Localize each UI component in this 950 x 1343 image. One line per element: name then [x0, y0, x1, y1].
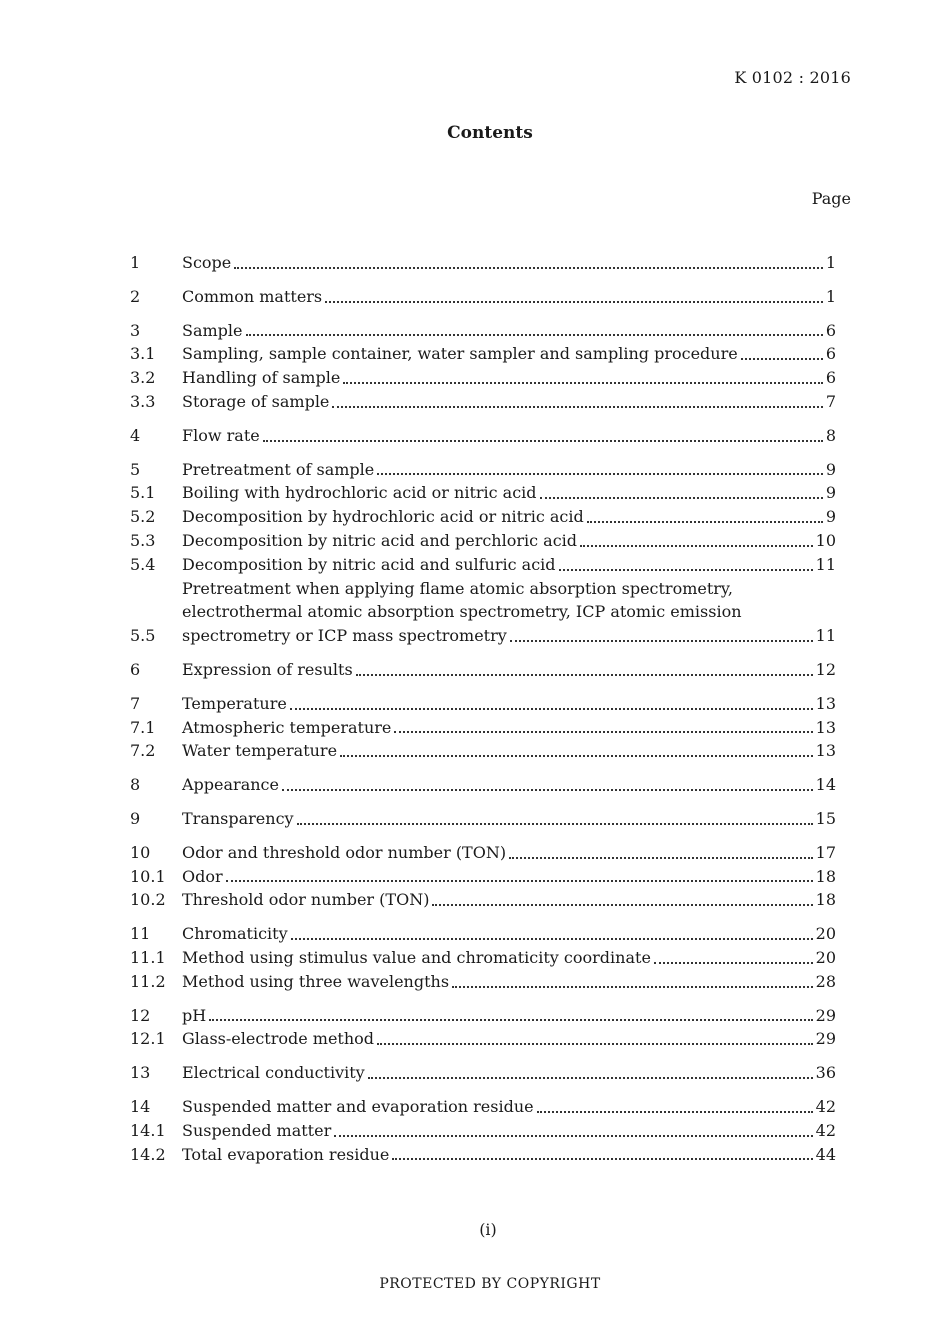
- toc-entry-number: 3.1: [130, 344, 156, 364]
- toc-dot-leader: [263, 440, 823, 442]
- toc-entry-title: Suspended matter and evaporation residue: [182, 1096, 534, 1116]
- toc-entry[interactable]: [130, 458, 836, 482]
- toc-entry-number: 10: [130, 842, 151, 862]
- toc-entry-page: 18: [815, 866, 836, 886]
- toc-entry-page: 13: [815, 741, 836, 761]
- toc-entry-number: 8: [130, 775, 141, 795]
- page-title: Contents: [447, 123, 533, 143]
- toc-entry[interactable]: [130, 922, 836, 946]
- toc-dot-leader: [368, 1077, 813, 1079]
- toc-entry[interactable]: [130, 841, 836, 865]
- toc-entry-page: 1: [825, 286, 836, 306]
- toc-dot-leader: [509, 857, 813, 859]
- toc-dot-leader: [291, 938, 813, 940]
- toc-dot-leader: [246, 334, 823, 336]
- toc-entry-page: 13: [815, 717, 836, 737]
- toc-dot-leader: [282, 789, 813, 791]
- toc-entry-page: 10: [815, 530, 836, 550]
- toc-entry[interactable]: [130, 807, 836, 831]
- toc-dot-leader: [209, 1019, 812, 1021]
- toc-entry-title: Transparency: [182, 808, 294, 828]
- toc-entry-title: Sample: [182, 320, 243, 340]
- toc-section-group: [130, 1095, 836, 1166]
- toc-entry-number: 7.1: [130, 717, 156, 737]
- toc-entry-title: Decomposition by nitric acid and perchloric acid: [182, 530, 578, 550]
- toc-entry[interactable]: [130, 773, 836, 797]
- toc-entry-number: 2: [130, 286, 141, 306]
- toc-entry-page: 7: [825, 391, 836, 411]
- toc-entry-title: Appearance: [182, 775, 279, 795]
- toc-entry-title: Chromaticity: [182, 924, 288, 944]
- toc-entry-title: Suspended matter: [182, 1120, 332, 1140]
- toc-entry-title: Threshold odor number (TON): [182, 890, 430, 910]
- copyright-footer: PROTECTED BY COPYRIGHT: [379, 1276, 601, 1292]
- toc-dot-leader: [334, 1135, 812, 1137]
- toc-entry-number: 11.1: [130, 947, 166, 967]
- toc-entry-number: 10.2: [130, 890, 166, 910]
- toc-entry-title-line: spectrometry or ICP mass spectrometry: [182, 626, 507, 646]
- toc-dot-leader: [537, 1111, 813, 1113]
- toc-entry-page: 1: [825, 253, 836, 272]
- toc-entry-number: 3: [130, 320, 141, 340]
- toc-entry[interactable]: [130, 424, 836, 448]
- toc-entry-number: 5.1: [130, 483, 156, 503]
- toc-entry-title: Atmospheric temperature: [182, 717, 392, 737]
- toc-entry-page: 18: [815, 890, 836, 910]
- toc-section-group: [130, 841, 836, 912]
- toc-entry-title: Sampling, sample container, water sampler and sampling procedure: [182, 344, 738, 364]
- table-of-contents: [130, 251, 836, 1176]
- toc-entry-number: 10.1: [130, 866, 166, 886]
- toc-entry[interactable]: [130, 366, 836, 390]
- toc-dot-leader: [654, 962, 813, 964]
- toc-entry-number: 7: [130, 693, 141, 713]
- toc-entry-title: Scope: [182, 253, 232, 272]
- toc-entry-title: Expression of results: [182, 659, 353, 679]
- toc-entry[interactable]: [130, 505, 836, 529]
- toc-entry-page: 9: [825, 507, 836, 527]
- toc-section-group: [130, 658, 836, 682]
- toc-entry[interactable]: [130, 285, 836, 309]
- toc-entry[interactable]: [130, 1119, 836, 1143]
- toc-entry-page: 42: [815, 1096, 836, 1116]
- toc-entry-title: Odor: [182, 866, 223, 886]
- toc-dot-leader: [580, 545, 813, 547]
- toc-entry[interactable]: [130, 692, 836, 716]
- toc-entry-page: 11: [815, 626, 836, 646]
- toc-dot-leader: [392, 1158, 812, 1160]
- toc-entry-title: Pretreatment of sample: [182, 459, 375, 479]
- toc-entry-page: 17: [815, 842, 836, 862]
- toc-section-group: [130, 1061, 836, 1085]
- toc-dot-leader: [297, 823, 813, 825]
- toc-entry-number: 14.1: [130, 1120, 166, 1140]
- toc-section-group: [130, 458, 836, 648]
- toc-entry-page: 14: [815, 775, 836, 795]
- toc-section-group: [130, 692, 836, 763]
- toc-section-group: [130, 424, 836, 448]
- toc-entry-page: 11: [815, 554, 836, 574]
- toc-dot-leader: [343, 382, 823, 384]
- toc-entry-page: 13: [815, 693, 836, 713]
- toc-entry-title: pH: [182, 1005, 207, 1025]
- toc-entry[interactable]: [130, 251, 836, 275]
- toc-entry[interactable]: [130, 1004, 836, 1028]
- toc-entry[interactable]: [130, 716, 836, 740]
- toc-entry[interactable]: [130, 390, 836, 414]
- toc-entry-page: 44: [815, 1144, 836, 1164]
- toc-dot-leader: [452, 986, 813, 988]
- toc-entry[interactable]: [130, 1061, 836, 1085]
- toc-dot-leader: [377, 1043, 813, 1045]
- toc-entry-number: 14: [130, 1096, 151, 1116]
- toc-dot-leader: [741, 358, 823, 360]
- toc-entry-page: 42: [815, 1120, 836, 1140]
- toc-dot-leader: [332, 406, 822, 408]
- toc-entry[interactable]: [130, 1095, 836, 1119]
- toc-entry-number: 3.2: [130, 368, 156, 388]
- toc-entry-number: 5.5: [130, 626, 156, 646]
- toc-entry-title: Glass-electrode method: [182, 1029, 375, 1049]
- toc-dot-leader: [559, 569, 813, 571]
- toc-entry-page: 9: [825, 459, 836, 479]
- toc-entry-page: 28: [815, 971, 836, 991]
- toc-entry-title: Handling of sample: [182, 368, 341, 388]
- document-code: K 0102 : 2016: [734, 68, 851, 87]
- toc-entry-number: 11.2: [130, 971, 166, 991]
- toc-entry[interactable]: [130, 553, 836, 577]
- toc-entry-number: 12: [130, 1005, 151, 1025]
- toc-entry-number: 5.2: [130, 507, 156, 527]
- toc-dot-leader: [226, 880, 813, 882]
- toc-entry[interactable]: [130, 529, 836, 553]
- toc-entry-number: 9: [130, 808, 141, 828]
- toc-section-group: [130, 285, 836, 309]
- toc-entry-number: 4: [130, 425, 141, 445]
- toc-entry-number: 5.3: [130, 530, 156, 550]
- toc-entry[interactable]: [130, 658, 836, 682]
- toc-entry-number: 14.2: [130, 1144, 166, 1164]
- toc-entry-title: Storage of sample: [182, 391, 330, 411]
- toc-entry-page: 29: [815, 1029, 836, 1049]
- toc-entry-number: 6: [130, 659, 141, 679]
- toc-entry-number: 1: [130, 253, 141, 272]
- toc-entry-number: 5: [130, 459, 141, 479]
- toc-section-group: [130, 319, 836, 414]
- toc-entry[interactable]: [130, 739, 836, 763]
- toc-dot-leader: [394, 731, 812, 733]
- toc-dot-leader: [432, 904, 812, 906]
- toc-entry-title: Common matters: [182, 286, 323, 306]
- toc-entry[interactable]: [130, 865, 836, 889]
- toc-entry-title: Decomposition by hydrochloric acid or nitric acid: [182, 507, 584, 527]
- toc-entry-title: Method using three wavelengths: [182, 971, 450, 991]
- toc-entry-title: Boiling with hydrochloric acid or nitric acid: [182, 483, 537, 503]
- toc-section-group: [130, 922, 836, 993]
- page-column-label: Page: [811, 189, 851, 208]
- toc-section-group: [130, 251, 836, 275]
- toc-entry-title: Decomposition by nitric acid and sulfuric acid: [182, 554, 556, 574]
- toc-entry-page: 6: [825, 368, 836, 388]
- toc-dot-leader: [356, 674, 813, 676]
- toc-entry-title: Flow rate: [182, 425, 260, 445]
- toc-entry-title-line: electrothermal atomic absorption spectrometry, ICP atomic emission: [182, 602, 742, 622]
- toc-entry[interactable]: [130, 946, 836, 970]
- toc-entry[interactable]: [130, 481, 836, 505]
- toc-entry-page: 6: [825, 344, 836, 364]
- toc-entry-number: 13: [130, 1063, 151, 1083]
- toc-dot-leader: [540, 497, 823, 499]
- toc-entry[interactable]: [130, 342, 836, 366]
- toc-dot-leader: [377, 473, 823, 475]
- toc-dot-leader: [290, 708, 813, 710]
- toc-entry-title-line: Pretreatment when applying flame atomic absorption spectrometry,: [182, 578, 733, 598]
- toc-entry-page: 9: [825, 483, 836, 503]
- toc-entry[interactable]: [130, 970, 836, 994]
- toc-entry[interactable]: [130, 577, 836, 648]
- toc-entry-number: 3.3: [130, 391, 156, 411]
- toc-entry-page: 15: [815, 808, 836, 828]
- toc-entry-title: Total evaporation residue: [182, 1144, 390, 1164]
- toc-dot-leader: [587, 521, 823, 523]
- toc-dot-leader: [510, 640, 813, 642]
- toc-entry-title: Water temperature: [182, 741, 338, 761]
- page-folio: (i): [479, 1220, 497, 1239]
- toc-dot-leader: [340, 755, 813, 757]
- toc-entry-number: 12.1: [130, 1029, 166, 1049]
- toc-entry-page: 8: [825, 425, 836, 445]
- toc-section-group: [130, 773, 836, 797]
- toc-entry-number: 11: [130, 924, 151, 944]
- toc-section-group: [130, 1004, 836, 1052]
- toc-entry-page: 12: [815, 659, 836, 679]
- toc-entry-page: 6: [825, 320, 836, 340]
- toc-dot-leader: [234, 267, 823, 269]
- toc-entry[interactable]: [130, 1027, 836, 1051]
- toc-entry-title: Temperature: [182, 693, 287, 713]
- toc-entry-number: 5.4: [130, 554, 156, 574]
- toc-entry-title: Odor and threshold odor number (TON): [182, 842, 507, 862]
- toc-entry-title: Method using stimulus value and chromaticity coordinate: [182, 947, 651, 967]
- toc-section-group: [130, 807, 836, 831]
- toc-entry[interactable]: [130, 1143, 836, 1167]
- toc-entry-page: 20: [815, 947, 836, 967]
- toc-entry-page: 20: [815, 924, 836, 944]
- toc-entry[interactable]: [130, 319, 836, 343]
- toc-entry-number: 7.2: [130, 741, 156, 761]
- toc-entry[interactable]: [130, 888, 836, 912]
- toc-entry-page: 29: [815, 1005, 836, 1025]
- toc-entry-page: 36: [815, 1063, 836, 1083]
- toc-dot-leader: [325, 301, 823, 303]
- toc-entry-title: Electrical conductivity: [182, 1063, 365, 1083]
